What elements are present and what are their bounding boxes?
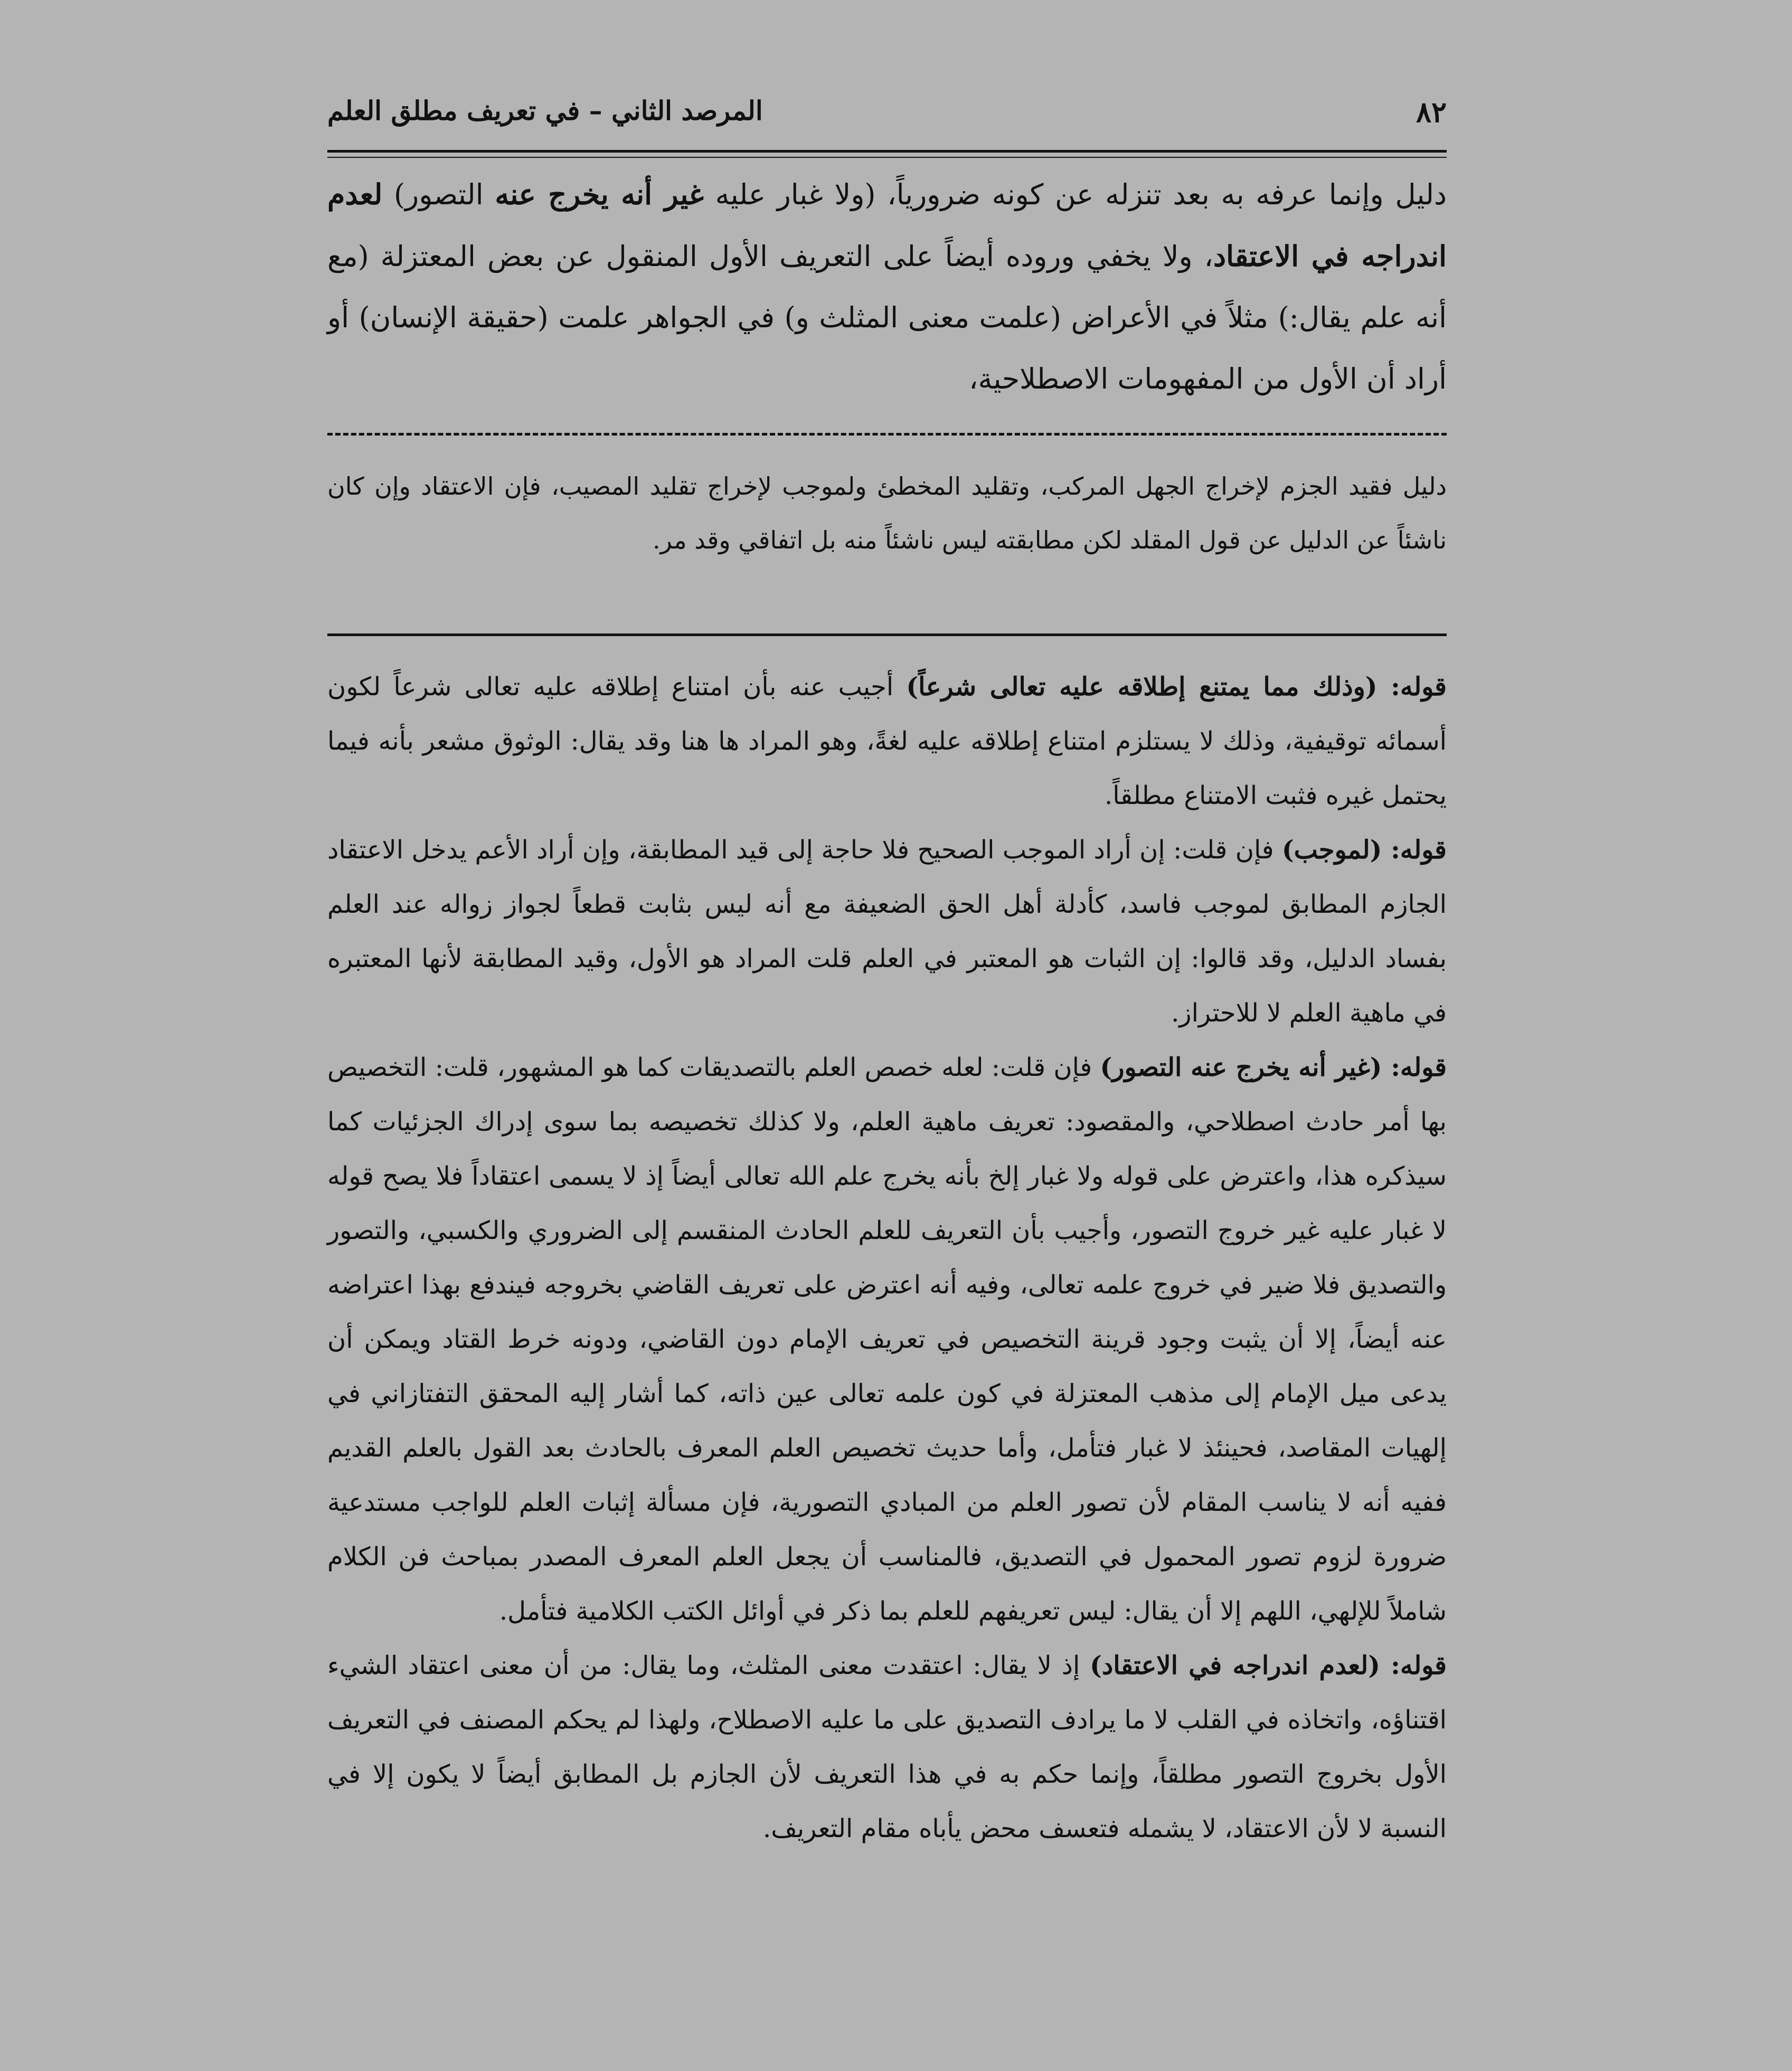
header-rule [327,150,1447,158]
commentary-text: فإن قلت: لعله خصص العلم بالتصديقات كما هو المشهور، قلت: التخصيص بها أمر حادث اصطلاحي، والمقصود: تعريف ماهية العلم، ولا كذلك تخصيصه بما سوى إدراك الجزئيات كما سيذكره هذا، واعترض على قوله ولا غبار إلخ بأنه يخرج علم الله تعالى أيضاً إذ لا يسمى اعتقاداً فلا يصح قوله لا غبار عليه غير خروج التصور، وأجيب بأن التعريف للعلم الحادث المنقسم إلى الضروري والكسبي، والتصور والتصديق فلا ضير في خروج علمه تعالى، وفيه أنه اعترض على تعريف القاضي بخروجه فيندفع بهذا اعتراضه عنه أيضاً، إلا أن يثبت وجود قرينة التخصيص في تعريف الإمام دون القاضي، ودونه خرط القتاد ويمكن أن يدعى ميل الإمام إلى مذهب المعتزلة في كون علمه تعالى عين ذاته، كما أشار إليه المحقق التفتازاني في إلهيات المقاصد، فحينئذ لا غبار فتأمل، وأما حديث تخصيص العلم المعرف بالحادث بعد القول بالعلم القديم ففيه أنه لا يناسب المقام لأن تصور العلم من المبادي التصورية، فإن مسألة إثبات العلم للواجب مستدعية ضرورة لزوم تصور المحمول في التصديق، فالمناسب أن يجعل العلم المعرف المصدر بمباحث فن الكلام شاملاً للإلهي، اللهم إلا أن يقال: ليس تعريفهم للعلم بما ذكر في أوائل الكتب الكلامية فتأمل. [327,1053,1447,1626]
section-divider [327,633,1447,636]
commentary-paragraph [327,660,1447,823]
commentary-lead: قوله: [1377,672,1447,702]
main-text-part: ، ولا يخفي وروده أيضاً على التعريف الأول المنقول عن بعض المعتزلة (مع أنه علم يقال:) مثلاً في الأعراض (علمت معنى المثلث و) في الجواهر علمت (حقيقة الإنسان) أو أراد أن الأول من المفهومات الاصطلاحية، [327,240,1447,395]
commentary-paragraph [327,1041,1447,1639]
main-text-part: التصور) [382,178,495,211]
page-header [327,95,1447,148]
commentary-quote: (غير أنه يخرج عنه التصور) [1100,1053,1382,1082]
commentary-lead: قوله: [1382,1053,1447,1082]
page-number: ٨٢ [1416,95,1447,129]
commentary [327,660,1447,1856]
commentary-quote: (وذلك مما يمتنع إطلاقه عليه تعالى شرعاً) [906,672,1378,702]
running-title: المرصد الثاني – في تعريف مطلق العلم [327,95,763,126]
commentary-quote: (لعدم اندراجه في الاعتقاد) [1090,1651,1380,1680]
main-text [327,164,1447,410]
commentary-lead: قوله: [1380,1651,1447,1680]
commentary-text: إذ لا يقال: اعتقدت معنى المثلث، وما يقال: من أن معنى اعتقاد الشيء اقتناؤه، واتخاذه في القلب لا ما يرادف التصديق على ما عليه الاصطلاح، ولهذا لم يحكم المصنف في التعريف الأول بخروج التصور مطلقاً، وإنما حكم به في هذا التعريف لأن الجازم بل المطابق أيضاً لا يكون إلا في النسبة لا لأن الاعتقاد، لا يشمله فتعسف محض يأباه مقام التعريف. [327,1651,1447,1843]
main-text-part: دليل وإنما عرفه به بعد تنزله عن كونه ضرورياً، (ولا غبار عليه [703,178,1447,211]
main-text-bold: لعدم اندراجه في الاعتقاد [327,177,1447,273]
footnote-text: دليل فقيد الجزم لإخراج الجهل المركب، وتقليد المخطئ ولموجب لإخراج تقليد المصيب، فإن الاعتقاد وإن كان ناشئاً عن الدليل عن قول المقلد لكن مطابقته ليس ناشئاً منه بل اتفاقي وقد مر. [327,472,1447,554]
commentary-paragraph [327,1639,1447,1856]
main-text-bold: غير أنه يخرج عنه [495,177,704,211]
commentary-text: أجيب عنه بأن امتناع إطلاقه عليه تعالى شرعاً لكون أسمائه توقيفية، وذلك لا يستلزم امتناع إطلاقه عليه لغةً، وهو المراد ها هنا وقد يقال: الوثوق مشعر بأنه فيما يحتمل غيره فثبت الامتناع مطلقاً. [327,672,1447,810]
commentary-lead: قوله: [1382,835,1447,865]
book-page [327,84,1447,1996]
dashed-divider [327,433,1447,436]
commentary-text: فإن قلت: إن أراد الموجب الصحيح فلا حاجة إلى قيد المطابقة، وإن أراد الأعم يدخل الاعتقاد الجازم المطابق لموجب فاسد، كأدلة أهل الحق الضعيفة مع أنه ليس بثابت قطعاً لجواز زواله عند العلم بفساد الدليل، وقد قالوا: إن الثبات هو المعتبر في العلم قلت المراد هو الأول، وقيد المطابقة لأنها المعتبره في ماهية العلم لا للاحتراز. [327,835,1447,1028]
commentary-paragraph [327,823,1447,1041]
commentary-quote: (لموجب) [1281,835,1382,865]
